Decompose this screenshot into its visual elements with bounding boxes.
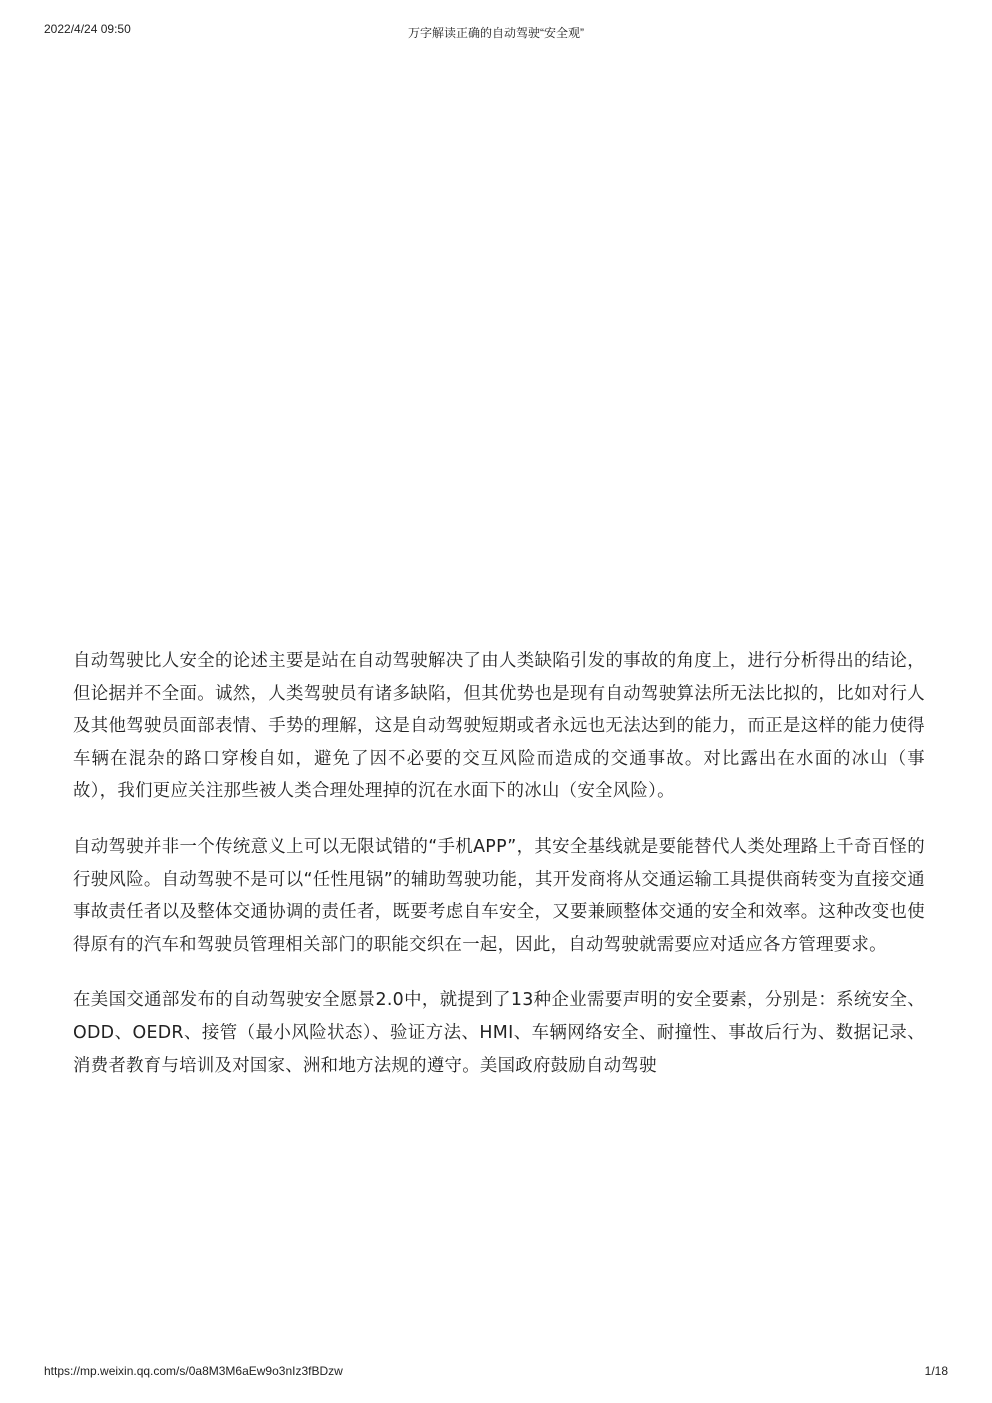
article-paragraph: 自动驾驶比人安全的论述主要是站在自动驾驶解决了由人类缺陷引发的事故的角度上，进行分析得出的结论，但论据并不全面。诚然，人类驾驶员有诸多缺陷，但其优势也是现有自动驾驶算法所无法比拟的，比如对行人及其他驾驶员面部表情、手势的理解，这是自动驾驶短期或者永远也无法达到的能力，而正是这样的能力使得车辆在混杂的路口穿梭自如，避免了因不必要的交互风险而造成的交通事故。对比露出在水面的冰山（事故），我们更应关注那些被人类合理处理掉的沉在水面下的冰山（安全风险）。 — [73, 651, 925, 802]
article-paragraph: 自动驾驶并非一个传统意义上可以无限试错的“手机APP”，其安全基线就是要能替代人类处理路上千奇百怪的行驶风险。自动驾驶不是可以“任性甩锅”的辅助驾驶功能，其开发商将从交通运输工具提供商转变为直接交通事故责任者以及整体交通协调的责任者，既要考虑自车安全，又要兼顾整体交通的安全和效率。这种改变也使得原有的汽车和驾驶员管理相关部门的职能交织在一起，因此，自动驾驶就需要应对适应各方管理要求。 — [73, 836, 925, 955]
print-footer — [0, 1364, 992, 1384]
source-url: https://mp.weixin.qq.com/s/0a8M3M6aEw9o3nIz3fBDzw — [44, 1364, 343, 1378]
page-number: 1/18 — [924, 1364, 948, 1378]
article-paragraph: 在美国交通部发布的自动驾驶安全愿景2.0中，就提到了13种企业需要声明的安全要素，分别是：系统安全、ODD、OEDR、接管（最小风险状态）、验证方法、HMI、车辆网络安全、耐撞性、事故后行为、数据记录、消费者教育与培训及对国家、洲和地方法规的遵守。美国政府鼓励自动驾驶 — [73, 990, 925, 1076]
print-header — [0, 22, 992, 42]
document-title: 万字解读正确的自动驾驶“安全观” — [408, 26, 584, 40]
article-body — [73, 645, 925, 1105]
print-datetime: 2022/4/24 09:50 — [44, 22, 131, 36]
